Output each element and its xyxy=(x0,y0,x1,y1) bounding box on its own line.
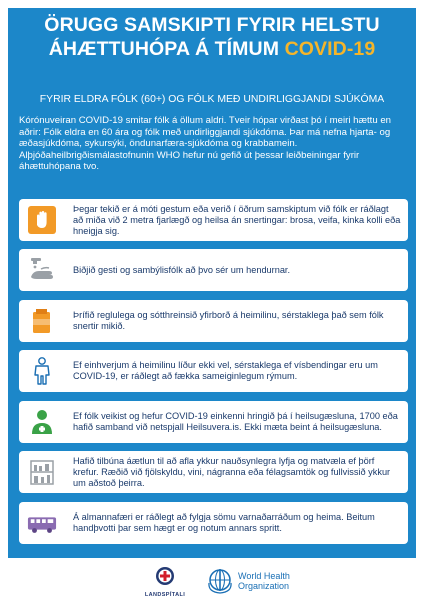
footer xyxy=(0,562,424,600)
item-text: Biðjið gesti og sambýlisfólk að þvo sér um hendurnar. xyxy=(73,264,291,275)
landspitali-name: LANDSPÍTALI xyxy=(144,592,186,598)
intro-paragraph: Kórónuveiran COVID-19 smitar fólk á öllum aldri. Tveir hópar virðast þó í meiri hættu en aðrir: Fólk eldra en 60 ára og fólk með undirliggjandi sjúkdóma. Þar má nefna hjarta- og æðasjúkdóma, sykursýki, öndunarfæra-sjúkdóma og krabbamein. Alþjóðaheilbrigðismálastofnunin WHO hefur nú gefið út þessar leiðbeiningar fyrir áhættuhópana tvo. xyxy=(19,115,391,173)
list-item xyxy=(19,300,408,342)
list-item xyxy=(19,350,408,392)
title-line-2-text: ÁHÆTTUHÓPA Á TÍMUM xyxy=(48,38,285,60)
item-text: Þegar tekið er á móti gestum eða verið í öðrum samskiptum við fólk er ráðlagt að miða við 2 metra fjarlægð og heilsa án snertingar: brosa, veifa, kinka kolli eða hneigja sig. xyxy=(73,203,401,236)
title-line-1: ÖRUGG SAMSKIPTI FYRIR HELSTU xyxy=(44,14,380,36)
who-line-1: World Health xyxy=(238,571,290,581)
item-text: Á almannafæri er ráðlegt að fylgja sömu varnaðarráðum og heima. Beitum handþvotti þar sem hægt er og notum annars spritt. xyxy=(73,512,375,533)
item-text: Þrífið reglulega og sótthreinsið yfirborð á heimilinu, sérstaklega það sem fólk snertir mikið. xyxy=(73,310,384,331)
bus-icon xyxy=(27,508,57,538)
poster-title xyxy=(8,13,416,61)
list-item xyxy=(19,451,408,493)
list-item xyxy=(19,249,408,291)
hand-washing-icon xyxy=(27,255,57,285)
list-item xyxy=(19,199,408,241)
poster-subtitle: FYRIR ELDRA FÓLK (60+) OG FÓLK MEÐ UNDIRLIGGJANDI SJÚKÓMA xyxy=(39,94,385,105)
medicine-shelf-icon xyxy=(27,457,57,487)
who-emblem-icon xyxy=(206,567,234,595)
who-line-2: Organization xyxy=(238,581,290,591)
item-text: Hafið tilbúna áætlun til að afla ykkur nauðsynlegra lyfja og matvæla ef þörf krefur. Ræðið við fjölskyldu, vini, nágranna eða félagsamtök og fullvissið ykkur um aðstoð þeirra. xyxy=(73,455,391,488)
disinfect-spray-icon xyxy=(27,306,57,336)
doctor-icon xyxy=(27,407,57,437)
who-logo xyxy=(206,566,290,596)
title-line-2 xyxy=(8,37,416,61)
person-body-icon xyxy=(27,356,57,386)
landspitali-emblem-icon xyxy=(155,566,175,586)
landspitali-logo xyxy=(135,566,195,598)
list-item xyxy=(19,401,408,443)
item-text: Ef fólk veikist og hefur COVID-19 einkenni hringið þá í heilsugæsluna, 1700 eða hafið samband við netspjall Heilsuvera.is. Ekki mæta beint á heilsugæsluna. xyxy=(73,411,398,432)
list-item xyxy=(19,502,408,544)
info-panel xyxy=(8,8,416,558)
hand-stop-icon xyxy=(27,205,57,235)
title-highlight: COVID-19 xyxy=(284,38,376,60)
who-name xyxy=(238,571,290,591)
item-text: Ef einhverjum á heimilinu líður ekki vel, sérstaklega ef vísbendingar eru um COVID-19, er ráðlegt að fækka sameiginlegum rýmum. xyxy=(73,360,378,381)
